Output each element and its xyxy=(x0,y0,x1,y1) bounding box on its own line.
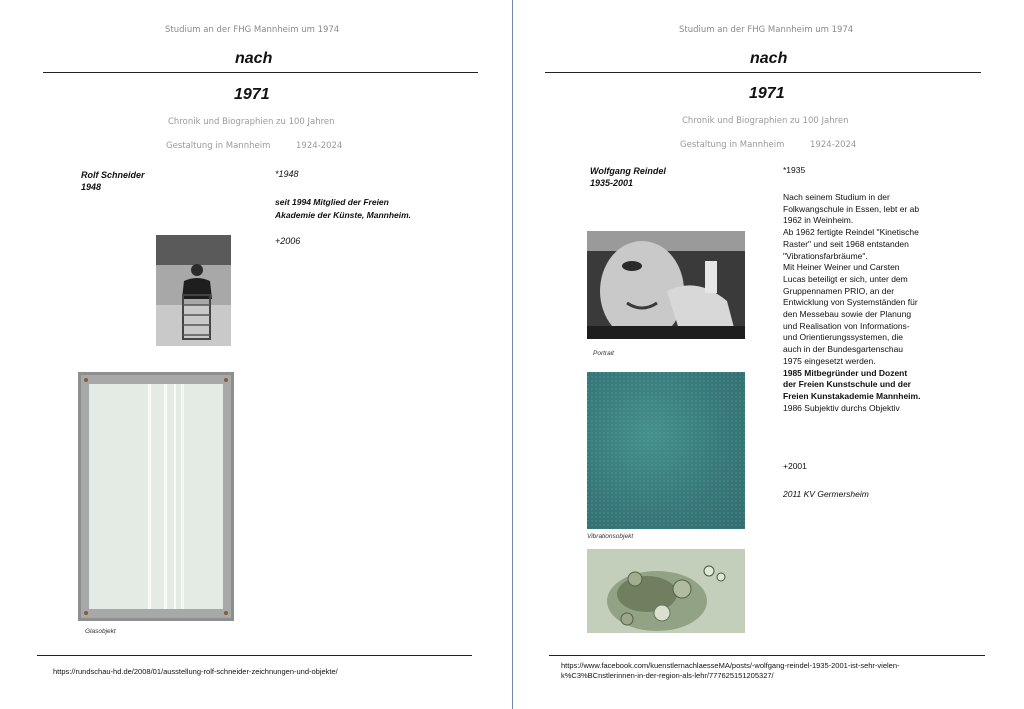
bio-line: den Messebau sowie der Planung xyxy=(783,309,912,320)
right-gestaltung-subtitle: Gestaltung in Mannheim xyxy=(680,140,785,150)
caption-portrait: Portrait xyxy=(593,350,614,357)
left-artist-name: Rolf Schneider xyxy=(81,170,145,180)
bio-bold-line: der Freien Kunstschule und der xyxy=(783,379,911,390)
artist-photo-schneider xyxy=(156,235,231,346)
cell-structure-image xyxy=(587,549,745,633)
left-artist-born: 1948 xyxy=(81,182,102,192)
right-death: +2001 xyxy=(783,461,807,471)
bio-bold-line: 1985 Mitbegründer und Dozent xyxy=(783,367,908,378)
left-nach-heading: nach xyxy=(235,50,273,67)
left-member-line1: seit 1994 Mitglied der Freien xyxy=(275,197,389,207)
bio-bold-line: Freien Kunstakademie Mannheim. xyxy=(783,390,921,401)
caption-glasobjekt: Glasobjekt xyxy=(85,628,116,635)
bio-line: Lucas beteiligt er sich, unter dem xyxy=(783,273,908,284)
right-biography xyxy=(783,192,983,414)
bio-line: Gruppennamen PRIO, an der xyxy=(783,285,895,296)
right-source-url-line2: k%C3%BCnstlerinnen-in-der-region-als-lehr/777625151205327/ xyxy=(561,671,774,680)
page-divider xyxy=(512,0,513,709)
glasobjekt-image xyxy=(78,372,234,621)
left-death: +2006 xyxy=(275,236,301,246)
right-artist-name: Wolfgang Reindel xyxy=(590,166,666,176)
right-source-url-line1: https://www.facebook.com/kuenstlernachlaesseMA/posts/-wolfgang-reindel-1935-2001-ist-sehr-vielen- xyxy=(561,661,900,670)
bio-line: Mit Heiner Weiner und Carsten xyxy=(783,262,900,273)
right-kv-note: 2011 KV Germersheim xyxy=(783,489,869,499)
left-member-line2: Akademie der Künste, Mannheim. xyxy=(275,210,412,220)
left-source-url: https://rundschau-hd.de/2008/01/ausstellung-rolf-schneider-zeichnungen-und-objekte/ xyxy=(53,667,338,676)
right-artist-lifespan: 1935-2001 xyxy=(590,178,634,188)
bio-line: und Orientierungssystemen, die xyxy=(783,332,904,343)
bio-line: Nach seinem Studium in der xyxy=(783,192,890,202)
left-chronik-subtitle: Chronik und Biographien zu 100 Jahren xyxy=(168,117,335,127)
bio-line: Entwicklung von Systemständen für xyxy=(783,297,918,308)
bio-line: "Vibrationsfarbräume". xyxy=(783,250,868,261)
right-range-subtitle: 1924-2024 xyxy=(810,140,857,150)
right-footer-rule xyxy=(549,655,985,656)
right-page-header: Studium an der FHG Mannheim um 1974 xyxy=(679,25,854,35)
bio-line: 1962 in Weinheim. xyxy=(783,215,854,226)
left-year-heading: 1971 xyxy=(234,86,270,103)
left-footer-rule xyxy=(37,655,472,656)
bio-line: 1975 eingesetzt werden. xyxy=(783,355,876,366)
left-header-rule xyxy=(43,72,478,73)
artist-portrait-reindel xyxy=(587,231,745,339)
left-gestaltung-subtitle: Gestaltung in Mannheim xyxy=(166,141,271,151)
right-header-rule xyxy=(545,72,981,73)
bio-line: auch in der Bundesgartenschau xyxy=(783,344,904,355)
bio-subjektiv-line: 1986 Subjektiv durchs Objektiv xyxy=(783,402,900,413)
right-nach-heading: nach xyxy=(750,50,788,67)
bio-line: Raster" und seit 1968 entstanden xyxy=(783,238,909,249)
left-page-header: Studium an der FHG Mannheim um 1974 xyxy=(165,25,340,35)
left-range-subtitle: 1924-2024 xyxy=(296,141,343,151)
left-birth: *1948 xyxy=(275,169,299,179)
bio-line: Folkwangschule in Essen, lebt er ab xyxy=(783,203,920,214)
caption-vibrationsobjekt: Vibrationsobjekt xyxy=(587,533,634,540)
bio-line: und Realisation von Informations- xyxy=(783,320,910,331)
right-year-heading: 1971 xyxy=(749,85,785,102)
right-birth: *1935 xyxy=(783,165,806,175)
right-chronik-subtitle: Chronik und Biographien zu 100 Jahren xyxy=(682,116,849,126)
vibrationsobjekt-image xyxy=(587,372,745,529)
bio-line: Ab 1962 fertigte Reindel "Kinetische xyxy=(783,227,919,238)
